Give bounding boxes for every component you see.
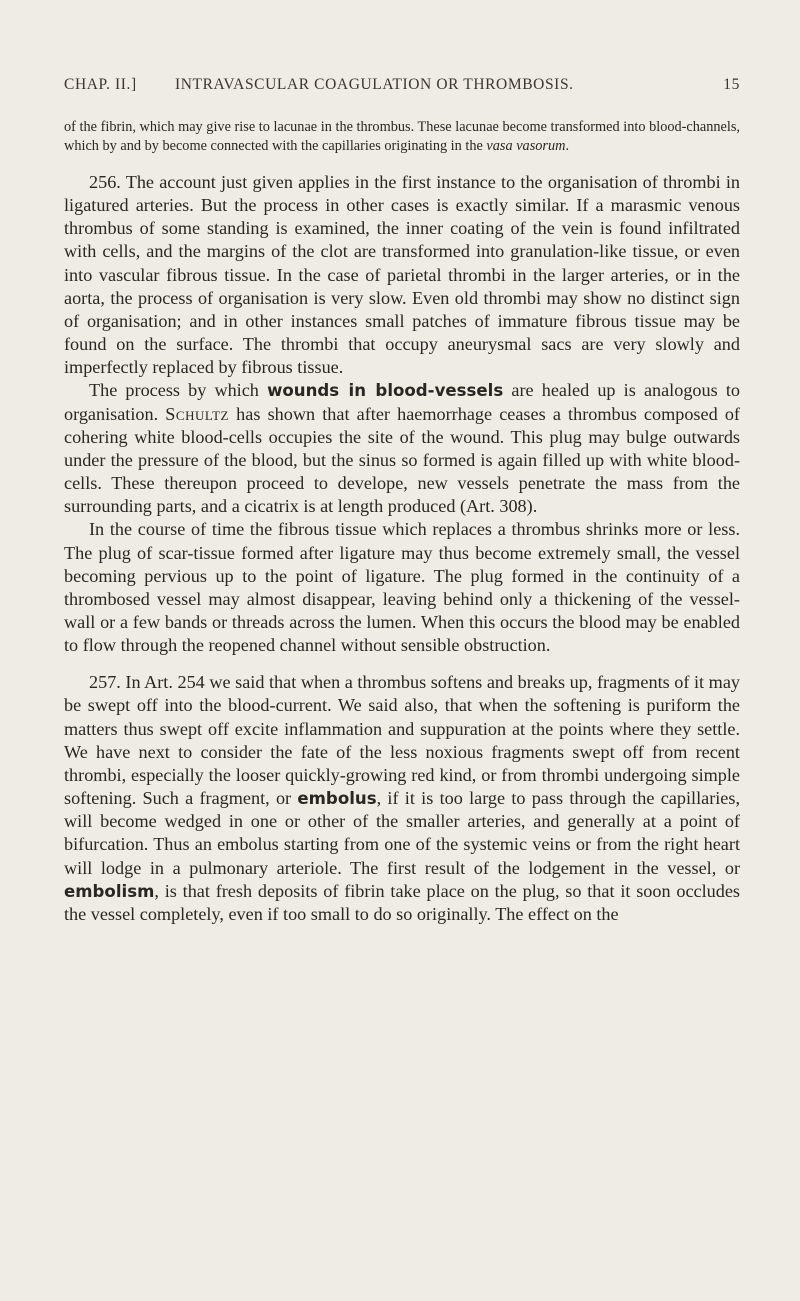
p257-text-1: 257. In Art. 254 we said that when a thrombus softens and breaks up, fragments of it may be swept off into the blood-current. We said also, that when the softening is puriform the matters thus swept off excite inflammation and suppuration at the points where they settle. We have next to consider the fate of the less noxious fragments swept off from recent thrombi, especially the looser quickly-growing red kind, or from thrombi undergoing simple softening. Such a fragment, or <box>64 672 740 809</box>
wounds-bold-term: wounds in blood-vessels <box>267 381 504 401</box>
intro-paragraph <box>64 118 740 156</box>
intro-latin-term: vasa vasorum <box>486 138 566 154</box>
paragraph-wounds <box>64 379 740 518</box>
intro-text-1: of the fibrin, which may give rise to lacunae in the thrombus. These lacunae become transformed into blood-channels, which by and by become connected with the capillaries originating in the <box>64 119 740 154</box>
page-body <box>64 118 740 926</box>
page-number: 15 <box>723 76 740 93</box>
intro-text-2: . <box>565 138 570 154</box>
paragraph-course: In the course of time the fibrous tissue which replaces a thrombus shrinks more or less. The plug of scar-tissue formed after ligature may thus become extremely small, the vessel becoming pervious up to the point of ligature. The plug formed in the continuity of a thrombosed vessel may almost disappear, leaving behind only a thickening of the vessel-wall or a few bands or threads across the lumen. When this occurs the blood may be enabled to flow through the reopened channel without sensible obstruction. <box>64 519 740 656</box>
chapter-label: CHAP. II.] <box>64 76 137 93</box>
running-title: INTRAVASCULAR COAGULATION OR THROMBOSIS. <box>175 76 574 93</box>
embolism-term: embolism <box>64 881 155 901</box>
wounds-text-3: has shown that after haemorrhage ceases a thrombus composed of cohering white blood-cells occupies the site of the wound. This plug may bulge outwards under the pressure of the blood, but the sinus so formed is again filled up with white blood-cells. These thereupon proceed to develope, new vessels penetrate the mass from the surrounding parts, and a cicatrix is at length produced (Art. 308). <box>64 403 740 517</box>
embolus-term: embolus <box>297 789 377 809</box>
running-header <box>64 76 740 100</box>
paragraph-256: 256. The account just given applies in the first instance to the organisation of thrombi in ligatured arteries. But the process in other cases is exactly similar. If a marasmic venous thrombus of some standing is examined, the inner coating of the vein is found infiltrated with cells, and the margins of the clot are transformed into granulation-like tissue, or even into vascular fibrous tissue. In the case of parietal thrombi in the larger arteries, or in the aorta, the process of organisation is very slow. Even old thrombi may show no distinct sign of organisation; and in other instances small patches of immature fibrous tissue may be found on the surface. The thrombi that occupy aneurysmal sacs are very slowly and imperfectly replaced by fibrous tissue. <box>64 172 740 378</box>
author-name: Schultz <box>165 403 229 424</box>
p257-text-3: , is that fresh deposits of fibrin take place on the plug, so that it soon occludes the vessel completely, even if too small to do so originally. The effect on the <box>64 880 740 924</box>
wounds-text-2: are healed up is analogous to organisation. <box>64 380 740 424</box>
paragraph-257 <box>64 671 740 926</box>
p257-text-2: , if it is too large to pass through the capillaries, will become wedged in one or other of the smaller arteries, and generally at a point of bifurcation. Thus an embolus starting from one of the systemic veins or from the right heart will lodge in a pulmonary arteriole. The first result of the lodgement in the vessel, or <box>64 788 740 878</box>
wounds-text-1: The process by which <box>89 380 268 401</box>
